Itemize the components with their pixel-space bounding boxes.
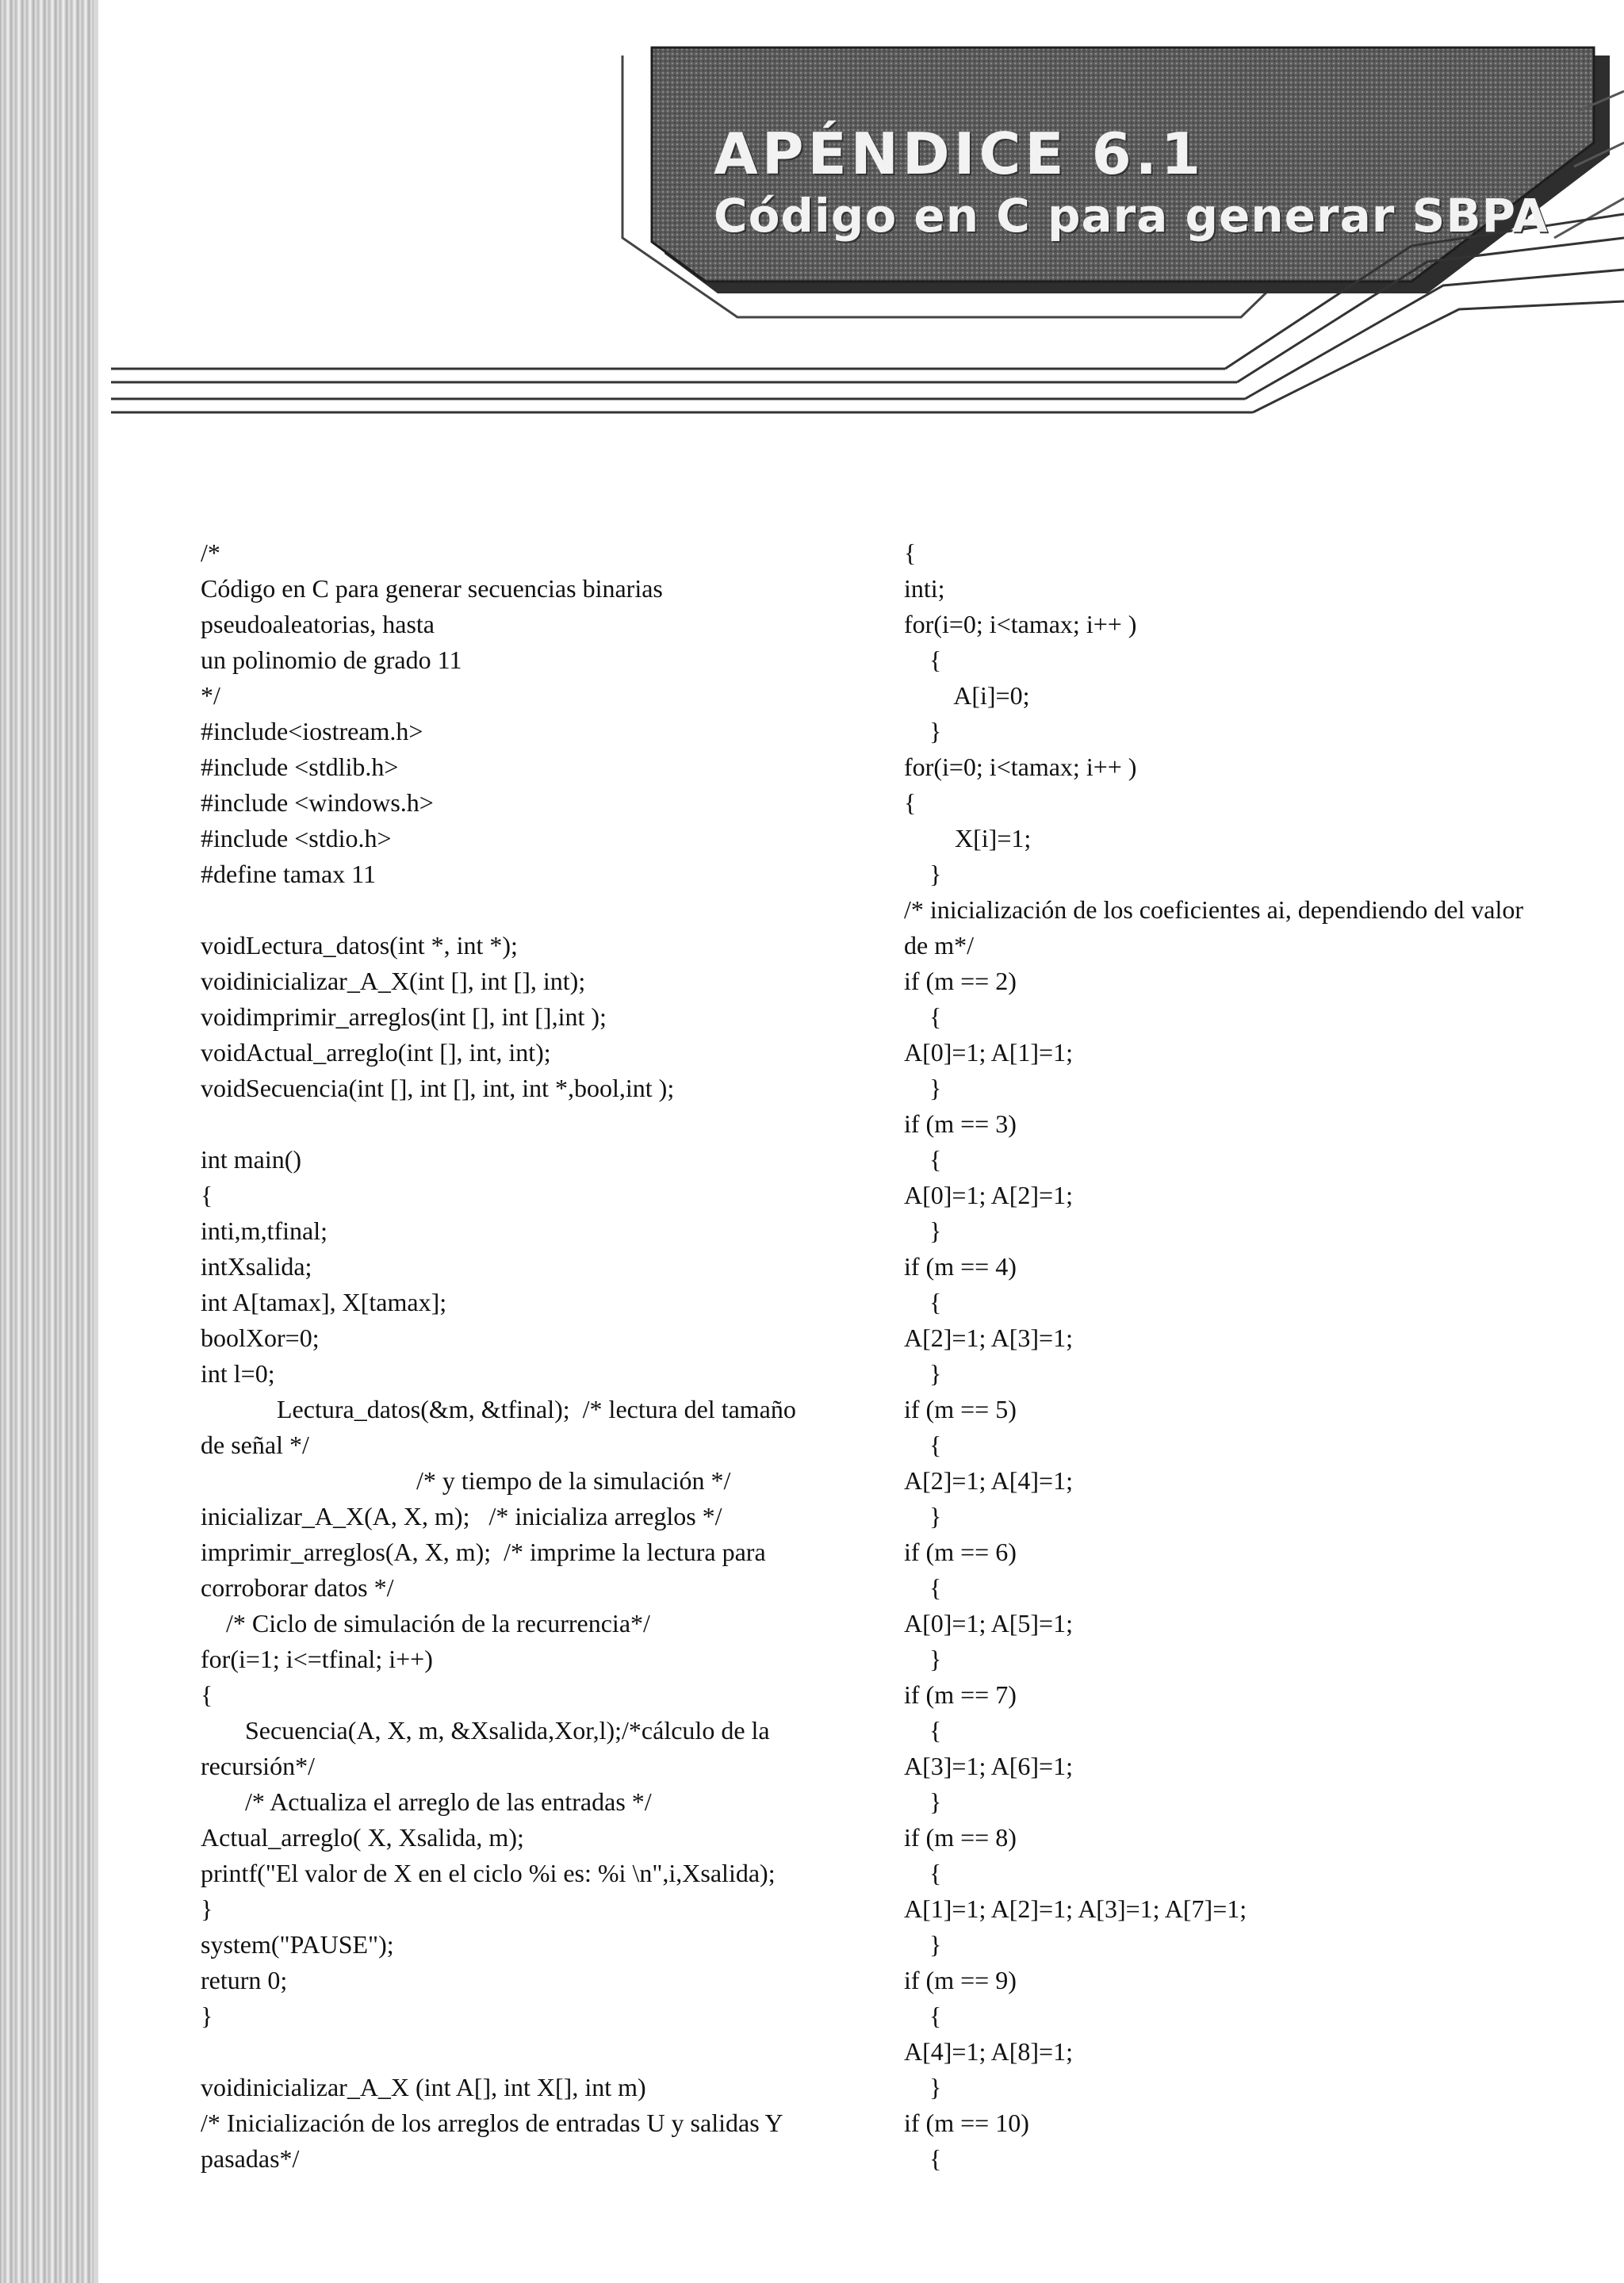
code-line: voidSecuencia(int [], int [], int, int *,bool,int ); — [201, 1074, 675, 1102]
code-line: */ — [201, 681, 220, 710]
code-line: /* inicialización de los coeficientes ai, dependiendo del valor — [904, 895, 1524, 924]
code-line: Código en C para generar secuencias binarias — [201, 574, 663, 603]
code-line: voidimprimir_arreglos(int [], int [],int ); — [201, 1002, 607, 1031]
code-line: imprimir_arreglos(A, X, m); /* imprime la lectura para — [201, 1538, 766, 1566]
code-line: /* Ciclo de simulación de la recurrencia*/ — [201, 1609, 650, 1638]
code-line: if (m == 9) — [904, 1966, 1017, 1994]
code-line: de señal */ — [201, 1431, 309, 1459]
code-line: { — [201, 1680, 213, 1709]
code-line: { — [904, 1431, 942, 1459]
code-line: /* — [201, 538, 220, 567]
code-line: } — [904, 1930, 942, 1959]
code-line: { — [904, 1288, 942, 1316]
code-line: if (m == 5) — [904, 1395, 1017, 1423]
code-line: int l=0; — [201, 1359, 275, 1388]
code-line: inti,m,tfinal; — [201, 1216, 327, 1245]
code-line: { — [904, 1859, 942, 1887]
code-line: A[4]=1; A[8]=1; — [904, 2037, 1073, 2066]
code-line: A[0]=1; A[1]=1; — [904, 1038, 1073, 1067]
appendix-number: APÉNDICE 6.1 — [714, 121, 1205, 187]
code-line: A[2]=1; A[3]=1; — [904, 1323, 1073, 1352]
code-line: #include<iostream.h> — [201, 717, 423, 745]
code-line: A[0]=1; A[5]=1; — [904, 1609, 1073, 1638]
code-line: if (m == 10) — [904, 2109, 1029, 2137]
code-line: de m*/ — [904, 931, 974, 960]
code-line: printf("El valor de X en el ciclo %i es: %i \n",i,Xsalida); — [201, 1859, 776, 1887]
code-line: voidinicializar_A_X(int [], int [], int); — [201, 967, 586, 995]
code-line: for(i=0; i<tamax; i++ ) — [904, 753, 1137, 781]
code-line: voidinicializar_A_X (int A[], int X[], int m) — [201, 2073, 646, 2101]
code-line: pasadas*/ — [201, 2144, 300, 2173]
code-line: if (m == 3) — [904, 1109, 1017, 1138]
code-line: A[i]=0; — [904, 681, 1030, 710]
code-line: if (m == 8) — [904, 1823, 1017, 1852]
code-line: #include <windows.h> — [201, 788, 434, 817]
code-line: un polinomio de grado 11 — [201, 645, 462, 674]
code-line: { — [904, 788, 917, 817]
code-line: if (m == 7) — [904, 1680, 1017, 1709]
code-line: A[2]=1; A[4]=1; — [904, 1466, 1073, 1495]
appendix-subtitle: Código en C para generar SBPA — [714, 189, 1549, 243]
code-line: return 0; — [201, 1966, 288, 1994]
code-line: for(i=0; i<tamax; i++ ) — [904, 610, 1137, 638]
code-line: inicializar_A_X(A, X, m); /* inicializa arreglos */ — [201, 1502, 722, 1530]
code-line: } — [904, 2073, 942, 2101]
code-line: } — [201, 2001, 213, 2030]
code-line: { — [904, 645, 942, 674]
code-line: { — [904, 1573, 942, 1602]
code-line: recursión*/ — [201, 1752, 315, 1780]
code-column-right — [904, 535, 1523, 2177]
code-line: Secuencia(A, X, m, &Xsalida,Xor,l);/*cálculo de la — [201, 1716, 770, 1745]
code-line: } — [904, 1074, 942, 1102]
code-line: /* Inicialización de los arreglos de entradas U y salidas Y — [201, 2109, 783, 2137]
code-line: pseudoaleatorias, hasta — [201, 610, 435, 638]
code-line: corroborar datos */ — [201, 1573, 394, 1602]
code-line: } — [904, 1787, 942, 1816]
code-line: { — [201, 1181, 213, 1209]
code-line — [201, 2034, 796, 2070]
code-line: Actual_arreglo( X, Xsalida, m); — [201, 1823, 524, 1852]
code-line: boolXor=0; — [201, 1323, 320, 1352]
code-line: int main() — [201, 1145, 302, 1174]
code-line — [201, 892, 796, 928]
code-line: X[i]=1; — [904, 824, 1032, 852]
code-line: #include <stdio.h> — [201, 824, 392, 852]
code-line: intXsalida; — [201, 1252, 312, 1281]
code-line: { — [904, 1145, 942, 1174]
code-line: } — [904, 1502, 942, 1530]
code-column-left — [201, 535, 796, 2177]
code-line: for(i=1; i<=tfinal; i++) — [201, 1645, 433, 1673]
code-line: } — [904, 717, 942, 745]
code-line: int A[tamax], X[tamax]; — [201, 1288, 447, 1316]
code-line: { — [904, 1002, 942, 1031]
code-line: } — [201, 1894, 213, 1923]
code-line: voidLectura_datos(int *, int *); — [201, 931, 518, 960]
code-line — [201, 1106, 796, 1142]
code-line: } — [904, 1645, 942, 1673]
code-line: if (m == 6) — [904, 1538, 1017, 1566]
code-line: { — [904, 2144, 942, 2173]
code-line: A[0]=1; A[2]=1; — [904, 1181, 1073, 1209]
code-line: if (m == 4) — [904, 1252, 1017, 1281]
code-line: } — [904, 1359, 942, 1388]
code-line: system("PAUSE"); — [201, 1930, 394, 1959]
appendix-title — [714, 121, 1549, 243]
code-line: A[3]=1; A[6]=1; — [904, 1752, 1073, 1780]
code-line: A[1]=1; A[2]=1; A[3]=1; A[7]=1; — [904, 1894, 1247, 1923]
code-line: voidActual_arreglo(int [], int, int); — [201, 1038, 551, 1067]
code-line: if (m == 2) — [904, 967, 1017, 995]
code-line: inti; — [904, 574, 945, 603]
code-line: { — [904, 2001, 942, 2030]
code-line: Lectura_datos(&m, &tfinal); /* lectura del tamaño — [201, 1395, 796, 1423]
code-line: { — [904, 538, 917, 567]
code-line: } — [904, 860, 942, 888]
code-line: #define tamax 11 — [201, 860, 376, 888]
code-line: /* y tiempo de la simulación */ — [201, 1466, 731, 1495]
code-line: } — [904, 1216, 942, 1245]
code-line: #include <stdlib.h> — [201, 753, 399, 781]
code-line: /* Actualiza el arreglo de las entradas */ — [201, 1787, 652, 1816]
code-line: { — [904, 1716, 942, 1745]
